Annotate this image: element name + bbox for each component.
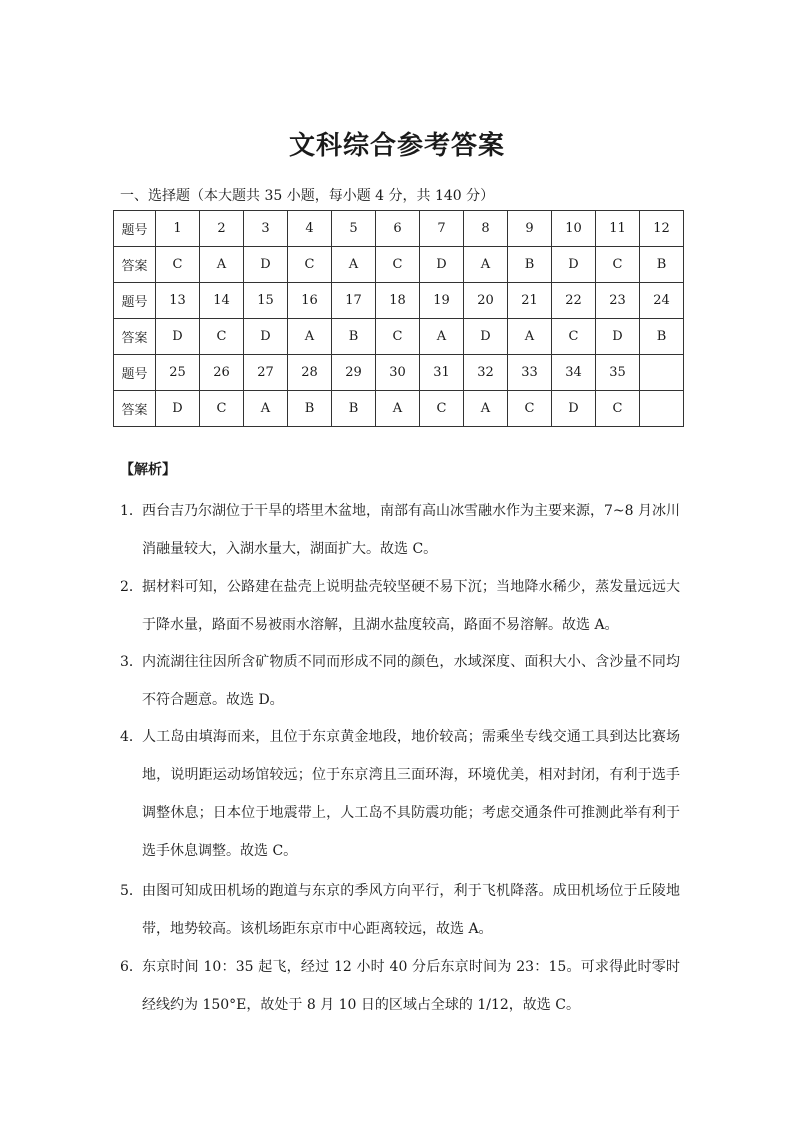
table-cell: 27 bbox=[244, 355, 288, 391]
table-row bbox=[114, 283, 684, 319]
table-cell: C bbox=[596, 247, 640, 283]
table-cell: 18 bbox=[376, 283, 420, 319]
table-row bbox=[114, 355, 684, 391]
table-cell: D bbox=[420, 247, 464, 283]
table-cell: A bbox=[464, 247, 508, 283]
table-cell: A bbox=[288, 319, 332, 355]
table-cell: 15 bbox=[244, 283, 288, 319]
table-cell: 17 bbox=[332, 283, 376, 319]
table-cell: 21 bbox=[508, 283, 552, 319]
table-cell: C bbox=[420, 391, 464, 427]
table-cell: 35 bbox=[596, 355, 640, 391]
table-cell: C bbox=[200, 391, 244, 427]
item-text: 据材料可知，公路建在盐壳上说明盐壳较坚硬不易下沉；当地降水稀少，蒸发量远远大于降水量，路面不易被雨水溶解，且湖水盐度较高，路面不易溶解。故选 A。 bbox=[142, 579, 680, 633]
table-cell: D bbox=[552, 247, 596, 283]
item-number: 6． bbox=[120, 959, 143, 975]
table-cell: A bbox=[376, 391, 420, 427]
table-cell: A bbox=[332, 247, 376, 283]
table-cell: 14 bbox=[200, 283, 244, 319]
table-cell: 20 bbox=[464, 283, 508, 319]
table-cell: B bbox=[332, 319, 376, 355]
table-cell bbox=[640, 355, 684, 391]
table-cell: 23 bbox=[596, 283, 640, 319]
answer-table bbox=[113, 210, 684, 427]
analysis-heading: 【解析】 bbox=[120, 462, 176, 478]
table-cell: 19 bbox=[420, 283, 464, 319]
item-text: 东京时间 10：35 起飞，经过 12 小时 40 分后东京时间为 23：15。可求得此时零时经线约为 150°E，故处于 8 月 10 日的区域占全球的 1/12，故选 C。 bbox=[142, 959, 680, 1013]
table-cell: 28 bbox=[288, 355, 332, 391]
table-cell: 30 bbox=[376, 355, 420, 391]
table-cell: 33 bbox=[508, 355, 552, 391]
item-text: 西台吉乃尔湖位于干旱的塔里木盆地，南部有高山冰雪融水作为主要来源，7~8 月冰川消融量较大，入湖水量大，湖面扩大。故选 C。 bbox=[142, 503, 680, 557]
table-cell: B bbox=[640, 319, 684, 355]
table-cell: C bbox=[288, 247, 332, 283]
table-cell bbox=[640, 391, 684, 427]
table-cell: D bbox=[244, 319, 288, 355]
row-label: 答案 bbox=[114, 247, 156, 283]
table-cell: 31 bbox=[420, 355, 464, 391]
table-cell: 10 bbox=[552, 211, 596, 247]
analysis-item-4 bbox=[120, 718, 680, 870]
table-cell: 3 bbox=[244, 211, 288, 247]
row-label: 题号 bbox=[114, 283, 156, 319]
analysis-item-6 bbox=[120, 948, 680, 1024]
table-cell: A bbox=[464, 391, 508, 427]
row-label: 答案 bbox=[114, 319, 156, 355]
table-row bbox=[114, 319, 684, 355]
table-cell: A bbox=[420, 319, 464, 355]
table-cell: B bbox=[288, 391, 332, 427]
table-cell: 8 bbox=[464, 211, 508, 247]
table-cell: 2 bbox=[200, 211, 244, 247]
table-cell: C bbox=[508, 391, 552, 427]
table-cell: C bbox=[376, 319, 420, 355]
table-cell: 25 bbox=[156, 355, 200, 391]
table-cell: B bbox=[332, 391, 376, 427]
table-cell: B bbox=[508, 247, 552, 283]
table-cell: B bbox=[640, 247, 684, 283]
table-cell: A bbox=[200, 247, 244, 283]
table-cell: 6 bbox=[376, 211, 420, 247]
page-title: 文科综合参考答案 bbox=[288, 131, 505, 161]
table-cell: D bbox=[552, 391, 596, 427]
analysis-item-5 bbox=[120, 872, 680, 948]
table-cell: 32 bbox=[464, 355, 508, 391]
table-cell: 1 bbox=[156, 211, 200, 247]
table-cell: 34 bbox=[552, 355, 596, 391]
table-row bbox=[114, 391, 684, 427]
analysis-item-2 bbox=[120, 568, 680, 644]
table-cell: D bbox=[464, 319, 508, 355]
item-number: 4． bbox=[120, 729, 143, 745]
analysis-item-3 bbox=[120, 643, 680, 719]
table-cell: 26 bbox=[200, 355, 244, 391]
table-cell: C bbox=[200, 319, 244, 355]
table-cell: 16 bbox=[288, 283, 332, 319]
table-cell: C bbox=[376, 247, 420, 283]
table-cell: D bbox=[596, 319, 640, 355]
table-cell: C bbox=[596, 391, 640, 427]
section-heading: 一、选择题（本大题共 35 小题，每小题 4 分，共 140 分） bbox=[120, 188, 495, 204]
table-cell: 7 bbox=[420, 211, 464, 247]
item-number: 3． bbox=[120, 654, 143, 670]
table-cell: D bbox=[156, 391, 200, 427]
table-cell: C bbox=[156, 247, 200, 283]
item-text: 由图可知成田机场的跑道与东京的季风方向平行，利于飞机降落。成田机场位于丘陵地带，地势较高。该机场距东京市中心距离较远，故选 A。 bbox=[142, 883, 680, 937]
table-cell: 11 bbox=[596, 211, 640, 247]
table-row bbox=[114, 247, 684, 283]
table-cell: A bbox=[508, 319, 552, 355]
analysis-item-1 bbox=[120, 492, 680, 568]
item-text: 人工岛由填海而来，且位于东京黄金地段，地价较高；需乘坐专线交通工具到达比赛场地，说明距运动场馆较远；位于东京湾且三面环海，环境优美，相对封闭，有利于选手调整休息；日本位于地震带上，人工岛不具防震功能；考虑交通条件可推测此举有利于选手休息调整。故选 C。 bbox=[142, 729, 680, 859]
table-cell: 24 bbox=[640, 283, 684, 319]
table-cell: D bbox=[156, 319, 200, 355]
item-number: 1． bbox=[120, 503, 143, 519]
table-row bbox=[114, 211, 684, 247]
row-label: 答案 bbox=[114, 391, 156, 427]
item-text: 内流湖往往因所含矿物质不同而形成不同的颜色，水域深度、面积大小、含沙量不同均不符合题意。故选 D。 bbox=[142, 654, 680, 708]
item-number: 2． bbox=[120, 579, 143, 595]
table-cell: C bbox=[552, 319, 596, 355]
table-cell: 29 bbox=[332, 355, 376, 391]
table-cell: 4 bbox=[288, 211, 332, 247]
table-cell: A bbox=[244, 391, 288, 427]
item-number: 5． bbox=[120, 883, 143, 899]
table-cell: 13 bbox=[156, 283, 200, 319]
row-label: 题号 bbox=[114, 355, 156, 391]
table-cell: 22 bbox=[552, 283, 596, 319]
table-cell: 5 bbox=[332, 211, 376, 247]
table-cell: 12 bbox=[640, 211, 684, 247]
table-cell: 9 bbox=[508, 211, 552, 247]
row-label: 题号 bbox=[114, 211, 156, 247]
table-cell: D bbox=[244, 247, 288, 283]
